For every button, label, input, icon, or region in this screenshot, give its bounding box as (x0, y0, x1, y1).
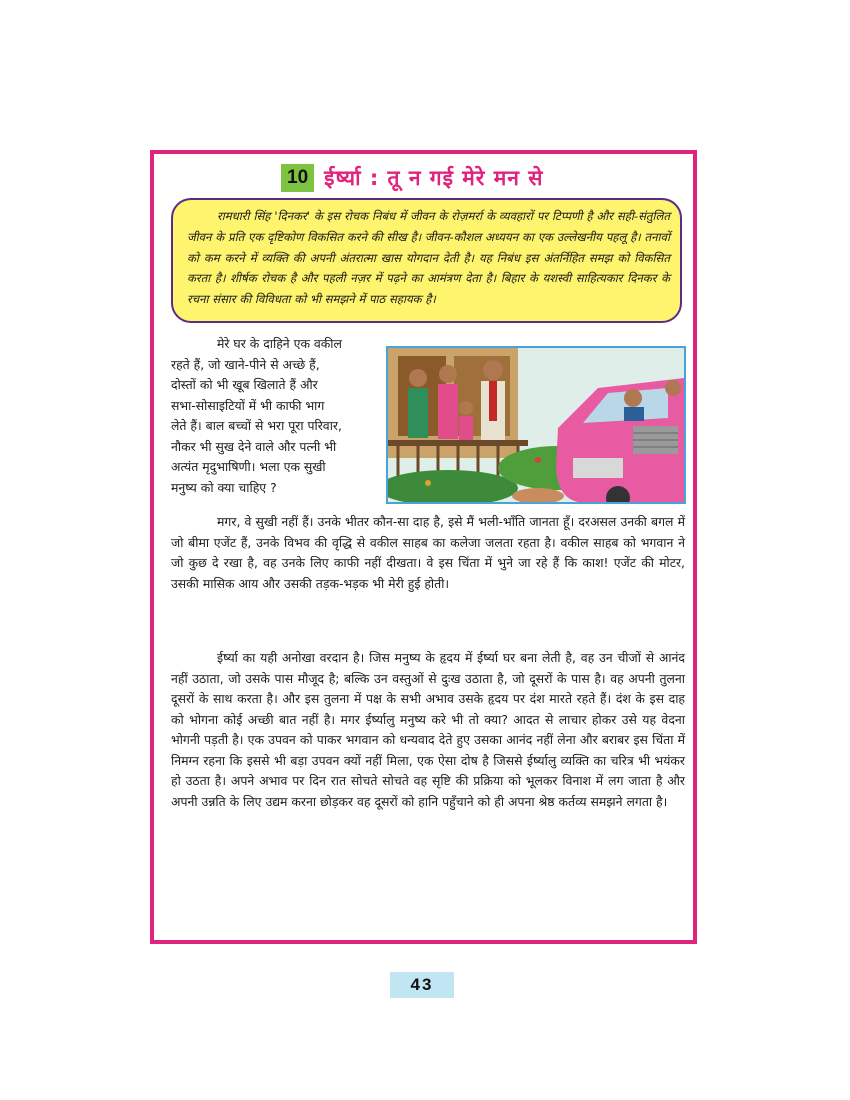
page-number: 43 (390, 972, 454, 998)
paragraph-1-line: रहते हैं, जो खाने-पीने से अच्छे हैं, (171, 356, 320, 372)
paragraph-1-line: नौकर भी सुख देने वाले और पत्नी भी (171, 438, 337, 454)
intro-box: रामधारी सिंह 'दिनकर' के इस रोचक निबंध में जीवन के रोज़मर्रा के व्यवहारों पर टिप्पणी है और सही-संतुलित जीवन के प्रति एक दृष्टिकोण विकसित करने की सीख है। जीवन-कौशल अध्ययन का एक उल्लेखनीय पहलू है। तनावों को कम करने में व्यक्ति की अपनी अंतरात्मा खास योगदान देती है। यह निबंध इस अंतर्निहित समझ को विकसित करता है। शीर्षक रोचक है और पहली नज़र में पढ़ने का आमंत्रण देता है। बिहार के यशस्वी साहित्यकार दिनकर के रचना संसार की विविधता को भी समझने में पाठ सहायक है। (171, 198, 682, 323)
story-illustration (386, 346, 686, 504)
paragraph-1-line: दोस्तों को भी खूब खिलाते हैं और (171, 377, 318, 392)
chapter-number: 10 (281, 164, 314, 192)
paragraph-1-line: मनुष्य को क्या चाहिए ? (171, 479, 277, 495)
paragraph-3: ईर्ष्या का यही अनोखा वरदान है। जिस मनुष्य के हृदय में ईर्ष्या घर बना लेती है, वह उन चीजों से आनंद नहीं उठाता, जो उसके पास मौजूद है; बल्कि उन वस्तुओं से दुःख उठाता है, जो दूसरों के पास है। वह अपनी तुलना दूसरों के साथ करता है। और इस तुलना में पक्ष के सभी अभाव उसके हृदय पर दंश मारते रहते हैं। दंश के इस दाह को भोगना कोई अच्छी बात नहीं है। मगर ईर्ष्यालु मनुष्य करे भी तो क्या? आदत से लाचार होकर उसे यह वेदना भोगनी पड़ती है। एक उपवन को पाकर भगवान को धन्यवाद देते हुए उसका आनंद नहीं लेना और बराबर इस चिंता में निमग्न रहना कि इससे भी बड़ा उपवन क्यों नहीं मिला, एक ऐसा दोष है जिससे ईर्ष्यालु व्यक्ति का चरित्र भी भयंकर हो उठता है। अपने अभाव पर दिन रात सोचते सोचते वह सृष्टि की प्रक्रिया को भूलकर विनाश में लग जाता है और अपनी उन्नति के लिए उद्यम करना छोड़कर वह दूसरों को हानि पहुँचाने को ही अपना श्रेष्ठ कर्तव्य समझने लगता है। (171, 650, 685, 809)
paragraph-1-line: सभा-सोसाइटियों में भी काफी भाग (171, 397, 325, 413)
paragraph-1 (171, 334, 385, 498)
paragraph-1-line: लेते हैं। बाल बच्चों से भरा पूरा परिवार, (171, 418, 342, 433)
page-frame (150, 150, 697, 944)
chapter-title: ईर्ष्या : तू न गई मेरे मन से (324, 166, 544, 190)
paragraph-1-line: अत्यंत मृदुभाषिणी। भला एक सुखी (171, 459, 326, 474)
paragraph-1-line: मेरे घर के दाहिने एक वकील (217, 336, 342, 351)
paragraph-2: मगर, वे सुखी नहीं हैं। उनके भीतर कौन-सा दाह है, इसे मैं भली-भाँति जानता हूँ। दरअसल उनकी बगल में जो बीमा एजेंट हैं, उनके विभव की वृद्धि से वकील साहब का कलेजा जलता रहता है। वकील साहब को भगवान ने जो कुछ दे रखा है, वह उनके लिए काफी नहीं दीखता। वे इस चिंता में भुने जा रहे हैं कि काश! एजेंट की मोटर, उसकी मासिक आय और उसकी तड़क-भड़क भी मेरी हुई होती। (171, 514, 685, 591)
chapter-heading (281, 163, 543, 193)
